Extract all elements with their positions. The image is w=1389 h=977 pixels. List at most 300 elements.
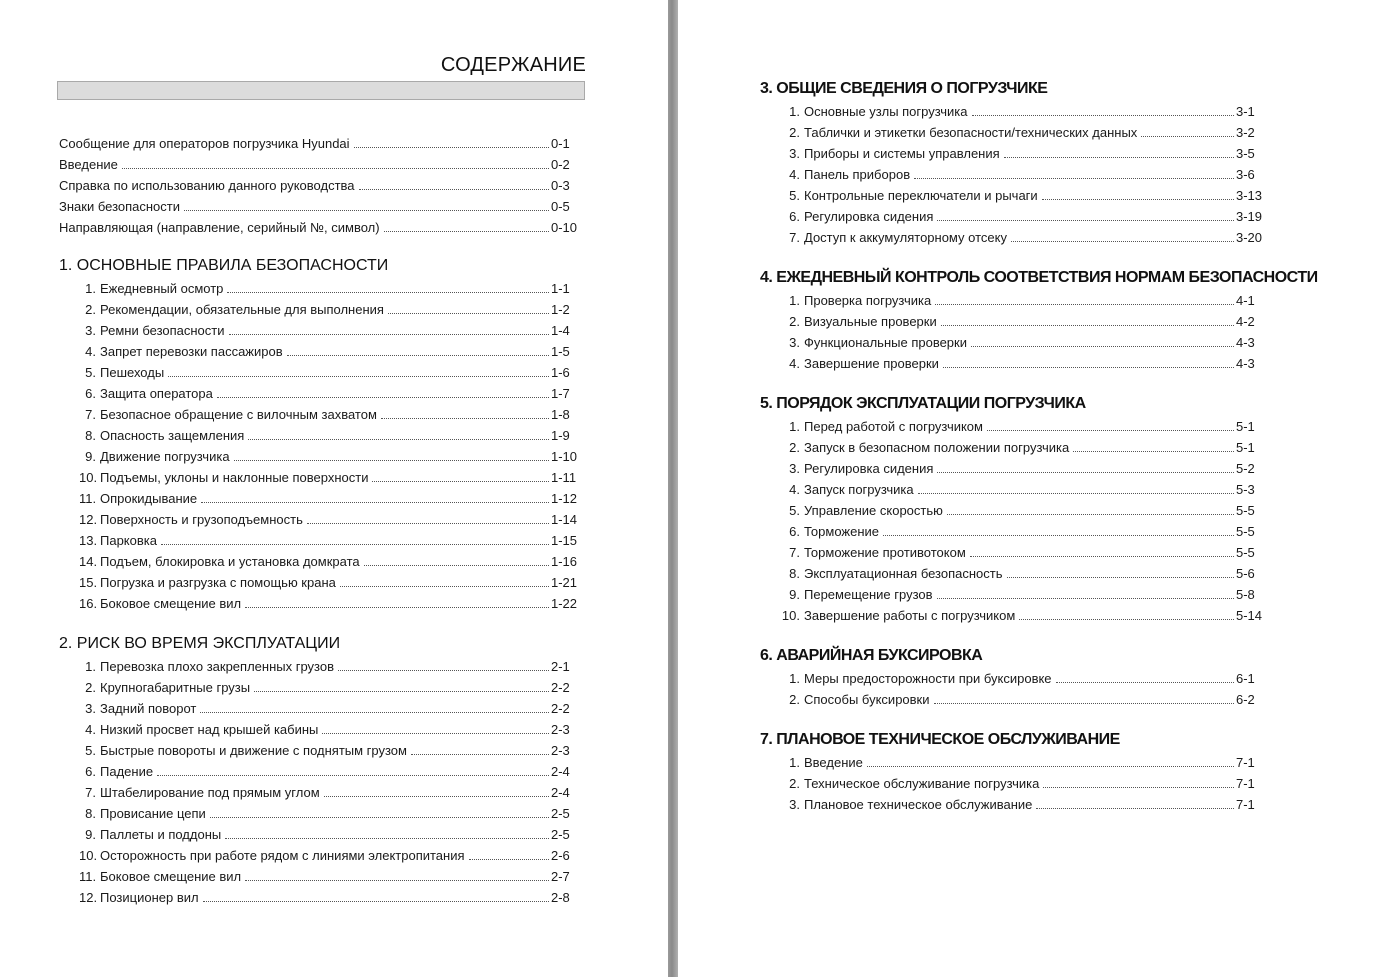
toc-entry[interactable] (79, 464, 591, 485)
section-heading: 3. ОБЩИЕ СВЕДЕНИЯ О ПОГРУЗЧИКЕ (760, 80, 1048, 97)
toc-entry-page-number: 3-2 (1236, 125, 1255, 140)
dot-leader (227, 292, 549, 293)
toc-entry-body (79, 470, 551, 485)
toc-entry-page-number: 3-6 (1236, 167, 1255, 182)
toc-entry-number: 11. (79, 869, 97, 884)
toc-entry-body (778, 125, 1236, 140)
toc-entry[interactable] (79, 275, 591, 296)
toc-entry-number: 1. (85, 281, 96, 296)
toc-entry-page-number: 2-2 (551, 680, 570, 695)
toc-entry[interactable] (778, 98, 1276, 119)
toc-entry[interactable] (778, 182, 1276, 203)
toc-entry-page-number: 3-20 (1236, 230, 1263, 245)
toc-entry-title: Плановое техническое обслуживание (804, 797, 1033, 812)
dot-leader (914, 178, 1234, 179)
toc-entry-page-number: 0-10 (551, 220, 578, 235)
toc-entry-page-number: 6-1 (1236, 671, 1255, 686)
dot-leader (1073, 451, 1234, 452)
dot-leader (1141, 136, 1234, 137)
toc-entry-body (778, 314, 1236, 329)
toc-entry-body (79, 785, 551, 800)
dot-leader (354, 147, 549, 148)
dot-leader (381, 418, 549, 419)
toc-entry[interactable] (79, 821, 591, 842)
toc-entry-page-number: 1-16 (551, 554, 578, 569)
toc-entry-page-number: 1-10 (551, 449, 578, 464)
toc-entry-number: 5. (85, 743, 96, 758)
toc-entry-number: 8. (85, 806, 96, 821)
toc-entry-title: Ремни безопасности (100, 323, 225, 338)
dot-leader (201, 502, 549, 503)
dot-leader (411, 754, 549, 755)
toc-entry[interactable] (778, 665, 1276, 686)
toc-entry-title: Перевозка плохо закрепленных грузов (100, 659, 334, 674)
dot-leader (359, 189, 549, 190)
toc-entry-page-number: 5-3 (1236, 482, 1255, 497)
toc-entry-page-number: 7-1 (1236, 755, 1255, 770)
toc-entry-number: 5. (85, 365, 96, 380)
toc-entry-title: Низкий просвет над крышей кабины (100, 722, 319, 737)
toc-entry[interactable] (79, 548, 591, 569)
toc-entry-number: 10. (79, 848, 98, 863)
toc-entry-body (79, 428, 551, 443)
toc-entry-body (79, 302, 551, 317)
section-heading: 4. ЕЖЕДНЕВНЫЙ КОНТРОЛЬ СООТВЕТСТВИЯ НОРМАМ БЕЗОПАСНОСТИ (760, 269, 1318, 286)
toc-entry-title: Введение (804, 755, 863, 770)
toc-entry-number: 8. (85, 428, 96, 443)
toc-entry-number: 10. (781, 608, 800, 623)
dot-leader (168, 376, 549, 377)
dot-leader (883, 535, 1234, 536)
toc-entry[interactable] (778, 161, 1276, 182)
toc-entry-title: Опрокидывание (100, 491, 198, 506)
toc-entry-number: 4. (85, 344, 96, 359)
dot-leader (970, 556, 1234, 557)
toc-entry-title: Запуск погрузчика (804, 482, 914, 497)
toc-entry-number: 3. (85, 701, 96, 716)
toc-entry[interactable] (79, 884, 591, 905)
toc-entry-number: 10. (79, 470, 98, 485)
toc-entry-number: 6. (85, 764, 96, 779)
toc-entry-number: 2. (789, 776, 800, 791)
toc-entry[interactable] (79, 779, 591, 800)
toc-entry-body (59, 220, 551, 235)
toc-entry-body (778, 335, 1236, 350)
toc-entry-body (79, 491, 551, 506)
toc-entry[interactable] (59, 214, 591, 235)
toc-entry-page-number: 2-3 (551, 743, 570, 758)
toc-entry-body (778, 524, 1236, 539)
toc-entry-page-number: 5-5 (1236, 503, 1255, 518)
dot-leader (248, 439, 549, 440)
section-heading: 2. РИСК ВО ВРЕМЯ ЭКСПЛУАТАЦИИ (59, 635, 341, 652)
toc-entry[interactable] (79, 674, 591, 695)
toc-entry-body (59, 178, 551, 193)
dot-leader (1011, 241, 1234, 242)
toc-entry-page-number: 1-4 (551, 323, 570, 338)
dot-leader (987, 430, 1234, 431)
toc-entry-body (79, 365, 551, 380)
toc-entry-body (778, 503, 1236, 518)
toc-entry-body (79, 281, 551, 296)
toc-entry-body (79, 680, 551, 695)
toc-entry-page-number: 0-5 (551, 199, 570, 214)
dot-leader (217, 397, 549, 398)
dot-leader (210, 817, 549, 818)
toc-entry[interactable] (59, 172, 591, 193)
dot-leader (937, 220, 1234, 221)
toc-entry[interactable] (79, 590, 591, 611)
toc-entry-number: 3. (789, 461, 800, 476)
dot-leader (225, 838, 549, 839)
section-heading: 5. ПОРЯДОК ЭКСПЛУАТАЦИИ ПОГРУЗЧИКА (760, 395, 1086, 412)
page-gutter-divider (668, 0, 678, 977)
toc-entry[interactable] (778, 518, 1276, 539)
toc-entry-number: 1. (789, 419, 800, 434)
dot-leader (245, 880, 549, 881)
toc-entry-title: Защита оператора (100, 386, 213, 401)
toc-entry-number: 5. (789, 503, 800, 518)
toc-entry-title: Перед работой с погрузчиком (804, 419, 983, 434)
toc-entry-page-number: 7-1 (1236, 776, 1255, 791)
toc-entry-page-number: 0-3 (551, 178, 570, 193)
toc-entry[interactable] (59, 193, 591, 214)
toc-entry-title: Перемещение грузов (804, 587, 933, 602)
toc-entry-body (778, 566, 1236, 581)
toc-entry-number: 6. (85, 386, 96, 401)
toc-entry-body (79, 722, 551, 737)
toc-entry-body (778, 692, 1236, 707)
toc-entry-title: Боковое смещение вил (100, 596, 242, 611)
toc-entry-page-number: 2-5 (551, 806, 570, 821)
dot-leader (937, 472, 1234, 473)
toc-entry[interactable] (79, 758, 591, 779)
toc-entry-body (778, 545, 1236, 560)
toc-entry-body (59, 199, 551, 214)
toc-entry-number: 3. (789, 335, 800, 350)
toc-entry-title: Паллеты и поддоны (100, 827, 222, 842)
toc-entry-title: Рекомендации, обязательные для выполнения (100, 302, 384, 317)
toc-entry[interactable] (79, 506, 591, 527)
toc-entry-title: Управление скоростью (804, 503, 943, 518)
toc-entry[interactable] (778, 140, 1276, 161)
toc-entry-body (778, 482, 1236, 497)
toc-entry-body (778, 461, 1236, 476)
toc-entry-body (79, 512, 551, 527)
toc-entry-body (778, 776, 1236, 791)
dot-leader (200, 712, 549, 713)
toc-entry-page-number: 2-6 (551, 848, 570, 863)
toc-entry-body (778, 167, 1236, 182)
toc-entry-number: 8. (789, 566, 800, 581)
toc-entry-body (778, 146, 1236, 161)
dot-leader (372, 481, 549, 482)
toc-entry-body (778, 755, 1236, 770)
toc-entry[interactable] (79, 842, 591, 863)
toc-entry-page-number: 2-8 (551, 890, 570, 905)
left-page (0, 0, 668, 977)
toc-entry-title: Поверхность и грузоподъемность (100, 512, 303, 527)
toc-entry-body (79, 344, 551, 359)
toc-entry-page-number: 1-15 (551, 533, 578, 548)
dot-leader (234, 460, 549, 461)
toc-entry-title: Подъемы, уклоны и наклонные поверхности (100, 470, 369, 485)
toc-entry[interactable] (59, 130, 591, 151)
toc-entry-title: Знаки безопасности (59, 199, 181, 214)
toc-entry[interactable] (79, 527, 591, 548)
toc-entry-title: Эксплуатационная безопасность (804, 566, 1003, 581)
dot-leader (388, 313, 549, 314)
toc-entry[interactable] (79, 485, 591, 506)
toc-entry-page-number: 2-7 (551, 869, 570, 884)
toc-entry-body (778, 797, 1236, 812)
section-heading: 7. ПЛАНОВОЕ ТЕХНИЧЕСКОЕ ОБСЛУЖИВАНИЕ (760, 731, 1120, 748)
toc-entry-title: Задний поворот (100, 701, 197, 716)
toc-entry-page-number: 5-8 (1236, 587, 1255, 602)
toc-entry[interactable] (778, 791, 1276, 812)
toc-entry[interactable] (778, 749, 1276, 770)
toc-entry-title: Запуск в безопасном положении погрузчика (804, 440, 1070, 455)
dot-leader (947, 514, 1234, 515)
toc-entry-title: Движение погрузчика (100, 449, 230, 464)
toc-entry-page-number: 1-6 (551, 365, 570, 380)
dot-leader (157, 775, 549, 776)
toc-entry[interactable] (778, 119, 1276, 140)
toc-entry[interactable] (778, 434, 1276, 455)
toc-entry[interactable] (778, 350, 1276, 371)
dot-leader (364, 565, 549, 566)
toc-entry-body (79, 659, 551, 674)
toc-entry-page-number: 3-1 (1236, 104, 1255, 119)
dot-leader (307, 523, 549, 524)
toc-entry[interactable] (79, 317, 591, 338)
dot-leader (324, 796, 549, 797)
toc-entry-number: 12. (79, 512, 98, 527)
toc-entry[interactable] (778, 455, 1276, 476)
toc-entry-page-number: 1-7 (551, 386, 570, 401)
toc-entry[interactable] (79, 737, 591, 758)
toc-entry[interactable] (79, 569, 591, 590)
toc-entry-body (79, 890, 551, 905)
toc-entry-body (79, 848, 551, 863)
toc-entry[interactable] (778, 287, 1276, 308)
toc-entry-number: 3. (789, 146, 800, 161)
toc-entry-page-number: 5-2 (1236, 461, 1255, 476)
toc-entry[interactable] (79, 422, 591, 443)
toc-entry-number: 1. (789, 755, 800, 770)
toc-entry-page-number: 2-3 (551, 722, 570, 737)
dot-leader (122, 168, 549, 169)
toc-entry[interactable] (79, 800, 591, 821)
right-page (678, 0, 1389, 977)
toc-entry-title: Падение (100, 764, 154, 779)
toc-entry[interactable] (79, 401, 591, 422)
toc-entry[interactable] (778, 686, 1276, 707)
toc-entry-number: 12. (79, 890, 98, 905)
toc-entry[interactable] (79, 695, 591, 716)
toc-entry-body (778, 293, 1236, 308)
dot-leader (935, 304, 1234, 305)
toc-entry-body (778, 356, 1236, 371)
toc-entry-title: Пешеходы (100, 365, 165, 380)
toc-entry-page-number: 1-22 (551, 596, 578, 611)
toc-entry[interactable] (778, 224, 1276, 245)
dot-leader (1042, 199, 1234, 200)
dot-leader (384, 231, 549, 232)
toc-entry-title: Меры предосторожности при буксировке (804, 671, 1052, 686)
toc-entry-number: 3. (789, 797, 800, 812)
dot-leader (943, 367, 1234, 368)
toc-entry-title: Завершение проверки (804, 356, 939, 371)
toc-entry-page-number: 6-2 (1236, 692, 1255, 707)
toc-entry-number: 14. (79, 554, 98, 569)
toc-entry-page-number: 5-14 (1236, 608, 1263, 623)
toc-entry-page-number: 4-3 (1236, 356, 1255, 371)
toc-entry-body (79, 575, 551, 590)
dot-leader (322, 733, 549, 734)
toc-entry-title: Провисание цепи (100, 806, 206, 821)
toc-entry-number: 1. (789, 671, 800, 686)
toc-entry-page-number: 2-4 (551, 785, 570, 800)
dot-leader (1043, 787, 1234, 788)
toc-entry[interactable] (79, 296, 591, 317)
toc-entry-body (79, 743, 551, 758)
dot-leader (1036, 808, 1234, 809)
toc-entry[interactable] (79, 443, 591, 464)
toc-entry[interactable] (778, 476, 1276, 497)
toc-entry-title: Приборы и системы управления (804, 146, 1000, 161)
toc-entry-title: Визуальные проверки (804, 314, 937, 329)
toc-entry-body (778, 188, 1236, 203)
toc-entry[interactable] (778, 581, 1276, 602)
page-title: СОДЕРЖАНИЕ (440, 54, 586, 76)
toc-entry-title: Таблички и этикетки безопасности/технических данных (804, 125, 1138, 140)
toc-entry-number: 4. (789, 167, 800, 182)
toc-entry[interactable] (778, 308, 1276, 329)
toc-entry[interactable] (778, 770, 1276, 791)
toc-entry-page-number: 1-11 (551, 470, 577, 485)
toc-entry-body (59, 157, 551, 172)
toc-entry-body (778, 419, 1236, 434)
toc-entry-number: 7. (789, 545, 800, 560)
toc-entry-title: Справка по использованию данного руководства (59, 178, 355, 193)
toc-entry-number: 4. (789, 356, 800, 371)
toc-entry-title: Ежедневный осмотр (100, 281, 224, 296)
toc-entry-page-number: 5-5 (1236, 545, 1255, 560)
toc-entry-page-number: 4-1 (1236, 293, 1255, 308)
toc-entry-number: 1. (85, 659, 96, 674)
toc-entry-number: 2. (789, 692, 800, 707)
toc-entry-page-number: 3-13 (1236, 188, 1263, 203)
toc-entry-title: Парковка (100, 533, 157, 548)
toc-entry-page-number: 3-19 (1236, 209, 1263, 224)
toc-entry-page-number: 5-1 (1236, 419, 1255, 434)
toc-entry-title: Регулировка сидения (804, 461, 934, 476)
toc-entry-number: 2. (789, 440, 800, 455)
toc-entry-body (79, 869, 551, 884)
toc-entry[interactable] (79, 863, 591, 884)
toc-entry-number: 4. (789, 482, 800, 497)
toc-entry-number: 7. (789, 230, 800, 245)
toc-entry-body (79, 596, 551, 611)
dot-leader (941, 325, 1234, 326)
toc-entry-body (59, 136, 551, 151)
toc-entry[interactable] (778, 413, 1276, 434)
toc-entry-title: Панель приборов (804, 167, 911, 182)
toc-entry-title: Регулировка сидения (804, 209, 934, 224)
toc-entry-body (778, 230, 1236, 245)
toc-entry[interactable] (79, 359, 591, 380)
toc-entry[interactable] (79, 338, 591, 359)
toc-entry-page-number: 2-5 (551, 827, 570, 842)
toc-entry-body (79, 449, 551, 464)
dot-leader (469, 859, 549, 860)
toc-entry-page-number: 0-2 (551, 157, 570, 172)
toc-entry-page-number: 3-5 (1236, 146, 1255, 161)
toc-entry-number: 6. (789, 524, 800, 539)
dot-leader (184, 210, 549, 211)
toc-entry-title: Введение (59, 157, 118, 172)
toc-entry-title: Погрузка и разгрузка с помощью крана (100, 575, 336, 590)
dot-leader (1007, 577, 1234, 578)
toc-entry[interactable] (778, 329, 1276, 350)
toc-entry-number: 2. (85, 302, 96, 317)
toc-entry-page-number: 1-8 (551, 407, 570, 422)
toc-entry-number: 2. (789, 125, 800, 140)
dot-leader (972, 115, 1234, 116)
toc-entry-title: Техническое обслуживание погрузчика (804, 776, 1040, 791)
toc-entry-title: Завершение работы с погрузчиком (804, 608, 1016, 623)
dot-leader (254, 691, 549, 692)
toc-entry-title: Торможение противотоком (804, 545, 966, 560)
toc-entry[interactable] (778, 602, 1276, 623)
toc-entry-page-number: 2-4 (551, 764, 570, 779)
dot-leader (287, 355, 549, 356)
toc-entry[interactable] (79, 380, 591, 401)
toc-entry[interactable] (778, 203, 1276, 224)
dot-leader (934, 703, 1234, 704)
toc-entry-title: Опасность защемления (100, 428, 245, 443)
toc-entry-body (778, 608, 1236, 623)
toc-entry-title: Позиционер вил (100, 890, 199, 905)
toc-entry-number: 2. (85, 680, 96, 695)
toc-entry-number: 5. (789, 188, 800, 203)
toc-entry-page-number: 1-12 (551, 491, 578, 506)
toc-entry[interactable] (778, 497, 1276, 518)
dot-leader (867, 766, 1234, 767)
toc-entry[interactable] (778, 560, 1276, 581)
toc-entry[interactable] (79, 653, 591, 674)
dot-leader (161, 544, 549, 545)
toc-entry-title: Запрет перевозки пассажиров (100, 344, 283, 359)
section-heading: 1. ОСНОВНЫЕ ПРАВИЛА БЕЗОПАСНОСТИ (59, 257, 389, 274)
toc-entry[interactable] (778, 539, 1276, 560)
dot-leader (1004, 157, 1234, 158)
toc-entry-body (79, 386, 551, 401)
dot-leader (918, 493, 1234, 494)
toc-entry-page-number: 1-9 (551, 428, 570, 443)
toc-entry-title: Способы буксировки (804, 692, 930, 707)
toc-entry[interactable] (79, 716, 591, 737)
toc-entry-body (778, 671, 1236, 686)
toc-entry[interactable] (59, 151, 591, 172)
toc-entry-body (79, 764, 551, 779)
dot-leader (245, 607, 549, 608)
toc-entry-title: Безопасное обращение с вилочным захватом (100, 407, 377, 422)
toc-entry-title: Основные узлы погрузчика (804, 104, 968, 119)
toc-entry-number: 11. (79, 491, 97, 506)
section-heading: 6. АВАРИЙНАЯ БУКСИРОВКА (760, 647, 983, 664)
